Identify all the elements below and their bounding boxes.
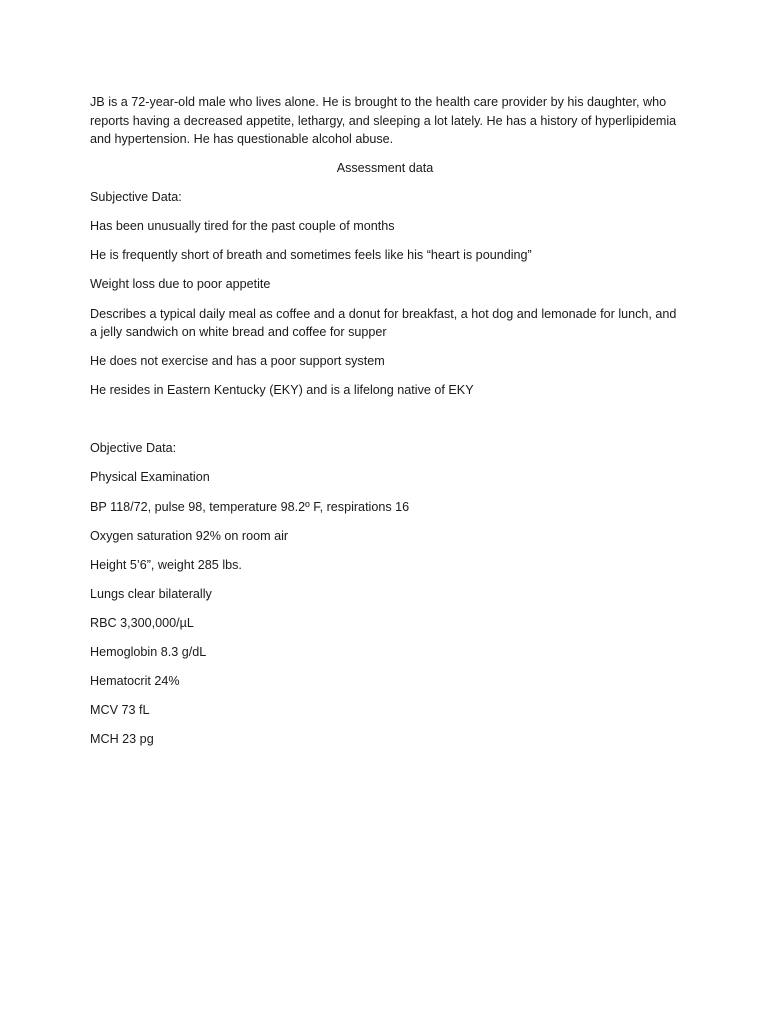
objective-heading: Objective Data: [90,441,177,456]
objective-item: Height 5’6”, weight 285 lbs. [90,557,242,572]
blank-line [90,410,680,439]
subjective-item: Describes a typical daily meal as coffee and a donut for breakfast, a hot dog and lemonade for lunch, and a jelly sandwich on white bread and coffee for supper [90,306,677,340]
subjective-item: Has been unusually tired for the past couple of months [90,219,395,234]
objective-item: RBC 3,300,000/µL [90,615,194,630]
physical-exam-heading: Physical Examination [90,470,210,485]
objective-item: Hematocrit 24% [90,674,180,689]
assessment-heading: Assessment data [336,161,434,176]
subjective-item: He does not exercise and has a poor support system [90,354,385,369]
objective-item: Lungs clear bilaterally [90,586,212,601]
objective-item: Oxygen saturation 92% on room air [90,528,289,543]
objective-item: Hemoglobin 8.3 g/dL [90,645,207,659]
document-page [90,93,680,759]
intro-paragraph: JB is a 72-year-old male who lives alone. He is brought to the health care provider by his daughter, who reports having a decreased appetite, lethargy, and sleeping a lot lately. He has a history of hyperlipidemia and hypertension. He has questionable alcohol abuse. [90,95,677,146]
subjective-heading: Subjective Data: [90,190,182,205]
subjective-item: Weight loss due to poor appetite [90,277,271,292]
subjective-item: He resides in Eastern Kentucky (EKY) and is a lifelong native of EKY [90,383,474,398]
subjective-item: He is frequently short of breath and sometimes feels like his “heart is pounding” [90,248,532,263]
objective-item: MCV 73 fL [90,703,150,718]
objective-item: MCH 23 pg [90,732,154,747]
objective-item: BP 118/72, pulse 98, temperature 98.2º F, respirations 16 [90,499,410,514]
